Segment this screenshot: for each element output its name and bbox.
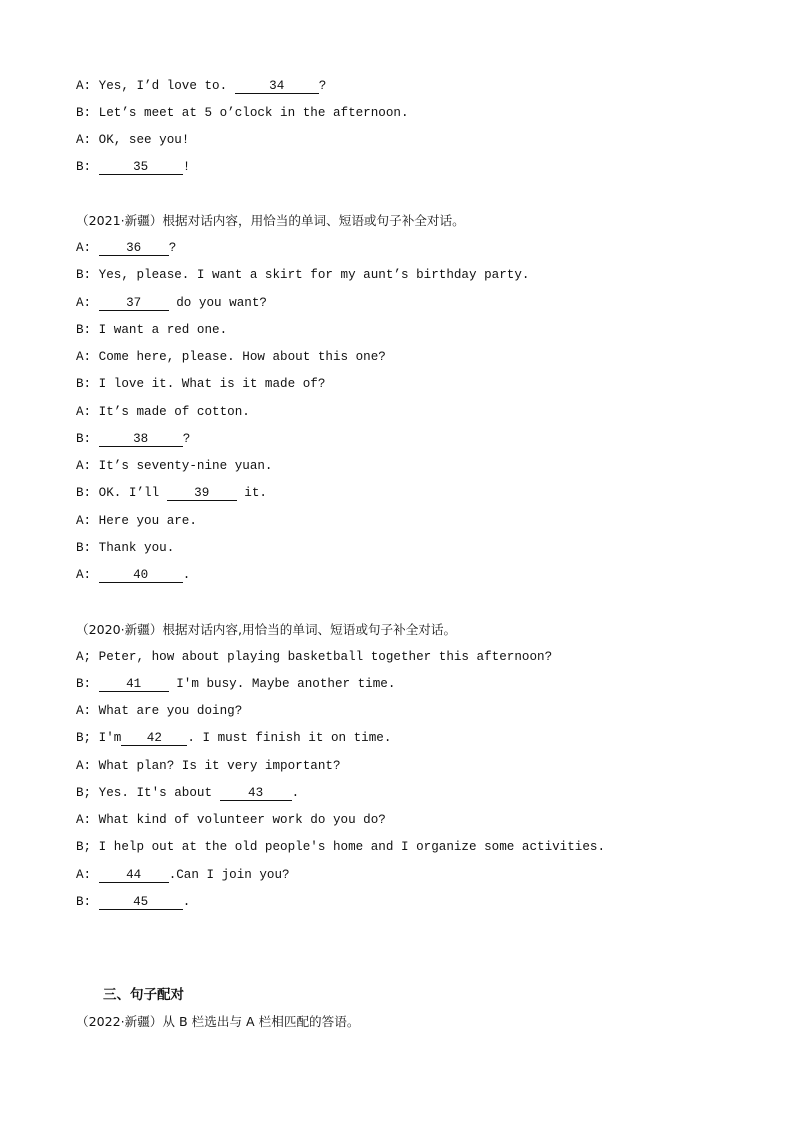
blank-44[interactable]: 44 bbox=[99, 868, 169, 883]
dialogue-line: B: I want a red one. bbox=[76, 323, 228, 337]
dialogue-line: A: Here you are. bbox=[76, 514, 197, 528]
dialogue-line: B: Thank you. bbox=[76, 541, 175, 555]
dialogue-line bbox=[76, 730, 391, 746]
blank-34[interactable]: 34 bbox=[235, 79, 319, 94]
section-title: 三、句子配对 bbox=[103, 987, 184, 1003]
line-text: A: Yes, I’d love to. bbox=[76, 79, 235, 93]
line-text: .Can I join you? bbox=[168, 868, 290, 882]
line-text: B: bbox=[76, 895, 99, 909]
line-text: A: bbox=[76, 296, 99, 310]
dialogue-line bbox=[76, 431, 190, 447]
dialogue-line: B: Yes, please. I want a skirt for my aunt’s birthday party. bbox=[76, 268, 530, 282]
line-text: B: bbox=[76, 432, 99, 446]
question-heading-2021: （2021·新疆）根据对话内容，用恰当的单词、短语或句子补全对话。 bbox=[76, 213, 465, 228]
blank-37[interactable]: 37 bbox=[99, 296, 169, 311]
line-text: it. bbox=[236, 486, 267, 500]
dialogue-line bbox=[76, 785, 299, 801]
line-text: ? bbox=[168, 241, 177, 255]
line-text: A: bbox=[76, 868, 99, 882]
line-text: ? bbox=[182, 432, 191, 446]
line-text: I'm busy. Maybe another time. bbox=[168, 677, 396, 691]
line-text: ? bbox=[318, 79, 327, 93]
line-text: . bbox=[182, 895, 191, 909]
blank-41[interactable]: 41 bbox=[99, 677, 169, 692]
dialogue-line: A: What plan? Is it very important? bbox=[76, 759, 341, 773]
blank-42[interactable]: 42 bbox=[121, 731, 187, 746]
line-text: B: OK. I’ll bbox=[76, 486, 167, 500]
line-text: B: bbox=[76, 160, 99, 174]
dialogue-line: B; I help out at the old people's home and I organize some activities. bbox=[76, 840, 606, 854]
blank-43[interactable]: 43 bbox=[220, 786, 292, 801]
dialogue-line: A: It’s seventy-nine yuan. bbox=[76, 459, 273, 473]
line-text: . bbox=[182, 568, 191, 582]
dialogue-line: B: I love it. What is it made of? bbox=[76, 377, 326, 391]
dialogue-line bbox=[76, 894, 190, 910]
dialogue-line bbox=[76, 159, 190, 175]
dialogue-line bbox=[76, 78, 326, 94]
dialogue-line bbox=[76, 295, 267, 311]
dialogue-line: A: What kind of volunteer work do you do? bbox=[76, 813, 386, 827]
blank-35[interactable]: 35 bbox=[99, 160, 183, 175]
line-text: A: bbox=[76, 241, 99, 255]
line-text: B: bbox=[76, 677, 99, 691]
dialogue-line: B: Let’s meet at 5 o’clock in the afternoon. bbox=[76, 106, 409, 120]
dialogue-line: A: OK, see you! bbox=[76, 133, 190, 147]
line-text: . I must finish it on time. bbox=[187, 731, 392, 745]
blank-38[interactable]: 38 bbox=[99, 432, 183, 447]
dialogue-line: A; Peter, how about playing basketball together this afternoon? bbox=[76, 650, 553, 664]
blank-40[interactable]: 40 bbox=[99, 568, 183, 583]
dialogue-line bbox=[76, 485, 267, 501]
question-heading-2020: （2020·新疆）根据对话内容,用恰当的单词、短语或句子补全对话。 bbox=[76, 622, 457, 637]
question-heading-2022: （2022·新疆）从 B 栏选出与 A 栏相匹配的答语。 bbox=[76, 1014, 360, 1029]
line-text: A: bbox=[76, 568, 99, 582]
line-text: ! bbox=[182, 160, 191, 174]
line-text: B; Yes. It's about bbox=[76, 786, 220, 800]
line-text: . bbox=[291, 786, 300, 800]
dialogue-line bbox=[76, 676, 395, 692]
dialogue-line bbox=[76, 567, 190, 583]
line-text: B; I'm bbox=[76, 731, 122, 745]
blank-36[interactable]: 36 bbox=[99, 241, 169, 256]
dialogue-line: A: It’s made of cotton. bbox=[76, 405, 250, 419]
line-text: do you want? bbox=[168, 296, 267, 310]
blank-39[interactable]: 39 bbox=[167, 486, 237, 501]
dialogue-line: A: What are you doing? bbox=[76, 704, 243, 718]
dialogue-line: A: Come here, please. How about this one? bbox=[76, 350, 386, 364]
blank-45[interactable]: 45 bbox=[99, 895, 183, 910]
dialogue-line bbox=[76, 867, 290, 883]
dialogue-line bbox=[76, 240, 176, 256]
